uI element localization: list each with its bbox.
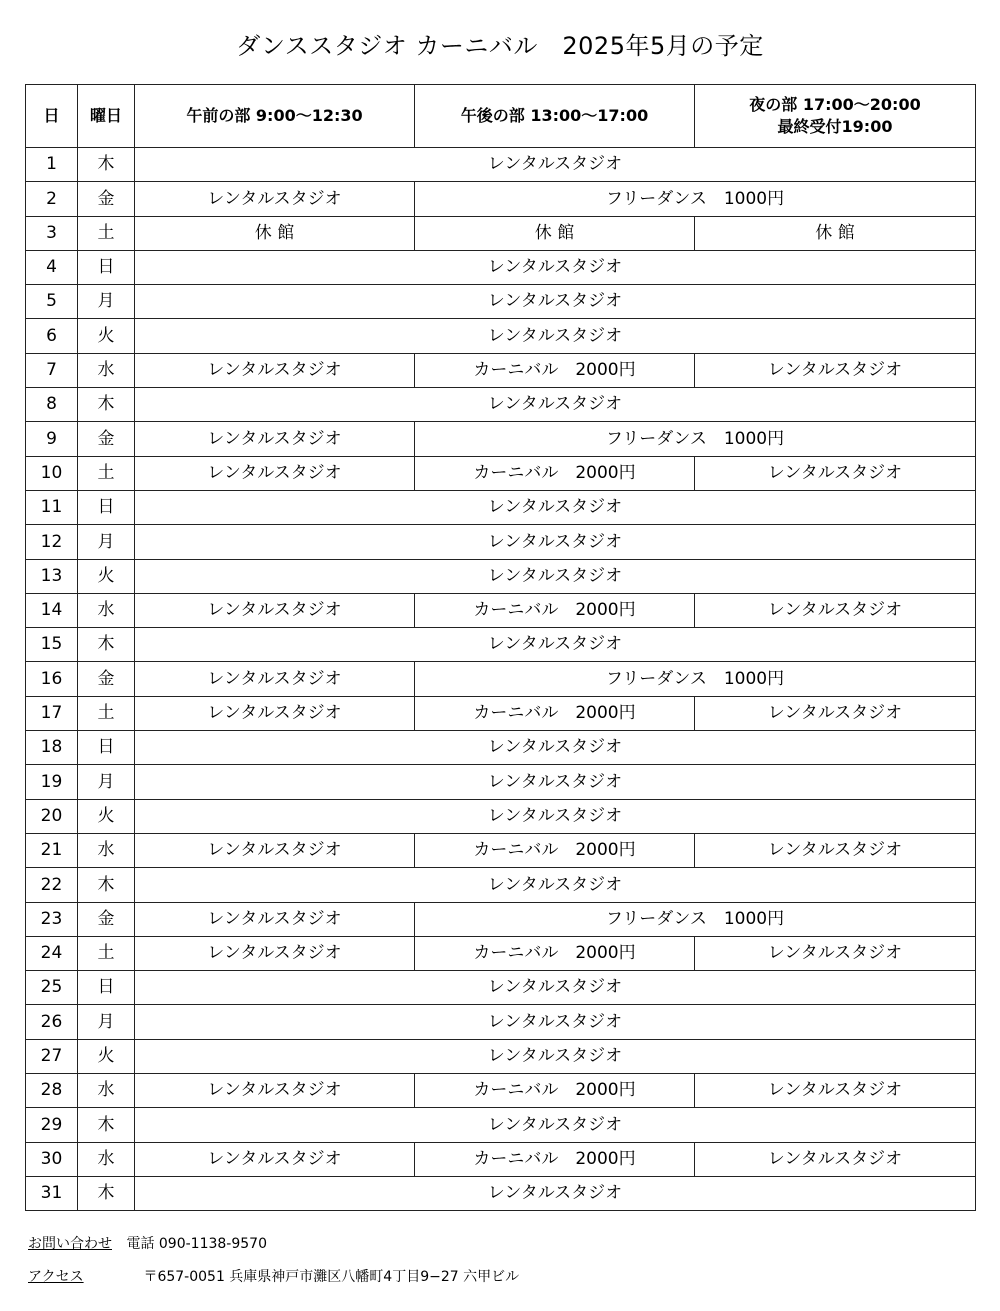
table-row: [26, 593, 976, 627]
day-cell: 22: [26, 868, 78, 902]
day-cell: 13: [26, 559, 78, 593]
schedule-cell: カーニバル 2000円: [415, 1142, 695, 1176]
weekday-cell: 木: [78, 1176, 135, 1210]
table-row: [26, 902, 976, 936]
weekday-cell: 木: [78, 628, 135, 662]
access-line: [28, 1266, 519, 1286]
day-cell: 17: [26, 696, 78, 730]
header-night-last-entry: 最終受付19:00: [777, 117, 893, 136]
table-row: [26, 936, 976, 970]
weekday-cell: 金: [78, 662, 135, 696]
day-cell: 14: [26, 593, 78, 627]
schedule-cell: レンタルスタジオ: [135, 353, 415, 387]
table-row: [26, 833, 976, 867]
weekday-cell: 日: [78, 490, 135, 524]
schedule-cell: レンタルスタジオ: [695, 1142, 976, 1176]
access-label: アクセス: [28, 1269, 84, 1285]
weekday-cell: 木: [78, 868, 135, 902]
schedule-cell: カーニバル 2000円: [415, 936, 695, 970]
weekday-cell: 月: [78, 1005, 135, 1039]
schedule-cell: レンタルスタジオ: [135, 799, 976, 833]
day-cell: 30: [26, 1142, 78, 1176]
header-row: [26, 85, 976, 148]
day-cell: 7: [26, 353, 78, 387]
day-cell: 1: [26, 148, 78, 182]
schedule-cell: レンタルスタジオ: [135, 250, 976, 284]
table-row: [26, 662, 976, 696]
weekday-cell: 火: [78, 319, 135, 353]
table-row: [26, 148, 976, 182]
schedule-cell: 休 館: [415, 216, 695, 250]
weekday-cell: 水: [78, 353, 135, 387]
table-row: [26, 971, 976, 1005]
table-row: [26, 868, 976, 902]
day-cell: 27: [26, 1039, 78, 1073]
schedule-cell: レンタルスタジオ: [135, 1142, 415, 1176]
table-row: [26, 182, 976, 216]
schedule-cell: 休 館: [135, 216, 415, 250]
day-cell: 31: [26, 1176, 78, 1210]
schedule-cell: レンタルスタジオ: [135, 525, 976, 559]
schedule-cell: レンタルスタジオ: [135, 182, 415, 216]
schedule-cell: レンタルスタジオ: [135, 902, 415, 936]
schedule-cell: レンタルスタジオ: [135, 971, 976, 1005]
weekday-cell: 土: [78, 696, 135, 730]
schedule-cell: レンタルスタジオ: [135, 765, 976, 799]
schedule-cell: レンタルスタジオ: [695, 1074, 976, 1108]
schedule-cell: レンタルスタジオ: [695, 833, 976, 867]
weekday-cell: 火: [78, 799, 135, 833]
schedule-cell: レンタルスタジオ: [135, 731, 976, 765]
schedule-cell: カーニバル 2000円: [415, 456, 695, 490]
table-row: [26, 731, 976, 765]
schedule-cell: レンタルスタジオ: [135, 868, 976, 902]
weekday-cell: 水: [78, 1142, 135, 1176]
table-row: [26, 216, 976, 250]
weekday-cell: 火: [78, 1039, 135, 1073]
table-row: [26, 1074, 976, 1108]
day-cell: 9: [26, 422, 78, 456]
table-row: [26, 250, 976, 284]
schedule-cell: レンタルスタジオ: [135, 285, 976, 319]
weekday-cell: 月: [78, 285, 135, 319]
weekday-cell: 金: [78, 182, 135, 216]
weekday-cell: 土: [78, 216, 135, 250]
header-day: 日: [26, 85, 78, 148]
schedule-cell: レンタルスタジオ: [695, 593, 976, 627]
schedule-cell: フリーダンス 1000円: [415, 662, 976, 696]
schedule-cell: レンタルスタジオ: [135, 1005, 976, 1039]
day-cell: 4: [26, 250, 78, 284]
schedule-cell: レンタルスタジオ: [135, 1074, 415, 1108]
schedule-cell: 休 館: [695, 216, 976, 250]
schedule-cell: レンタルスタジオ: [135, 936, 415, 970]
schedule-cell: カーニバル 2000円: [415, 1074, 695, 1108]
day-cell: 5: [26, 285, 78, 319]
table-row: [26, 799, 976, 833]
weekday-cell: 木: [78, 148, 135, 182]
weekday-cell: 月: [78, 525, 135, 559]
weekday-cell: 日: [78, 971, 135, 1005]
header-morning: 午前の部 9:00〜12:30: [135, 85, 415, 148]
schedule-cell: レンタルスタジオ: [135, 696, 415, 730]
schedule-cell: カーニバル 2000円: [415, 353, 695, 387]
schedule-cell: フリーダンス 1000円: [415, 422, 976, 456]
header-afternoon: 午後の部 13:00〜17:00: [415, 85, 695, 148]
weekday-cell: 金: [78, 902, 135, 936]
day-cell: 10: [26, 456, 78, 490]
schedule-cell: レンタルスタジオ: [135, 148, 976, 182]
weekday-cell: 日: [78, 731, 135, 765]
schedule-cell: カーニバル 2000円: [415, 696, 695, 730]
schedule-table: [25, 84, 976, 1211]
weekday-cell: 火: [78, 559, 135, 593]
day-cell: 20: [26, 799, 78, 833]
schedule-cell: レンタルスタジオ: [135, 559, 976, 593]
day-cell: 29: [26, 1108, 78, 1142]
weekday-cell: 木: [78, 388, 135, 422]
table-row: [26, 422, 976, 456]
table-row: [26, 1142, 976, 1176]
schedule-cell: フリーダンス 1000円: [415, 902, 976, 936]
table-row: [26, 696, 976, 730]
day-cell: 8: [26, 388, 78, 422]
table-row: [26, 1005, 976, 1039]
table-row: [26, 1176, 976, 1210]
weekday-cell: 日: [78, 250, 135, 284]
table-row: [26, 628, 976, 662]
contact-phone: 電話 090-1138-9570: [126, 1236, 267, 1252]
table-row: [26, 1108, 976, 1142]
table-row: [26, 456, 976, 490]
schedule-cell: レンタルスタジオ: [695, 936, 976, 970]
header-night-time: 夜の部 17:00〜20:00: [749, 95, 921, 115]
day-cell: 16: [26, 662, 78, 696]
schedule-cell: レンタルスタジオ: [695, 456, 976, 490]
schedule-cell: レンタルスタジオ: [135, 422, 415, 456]
day-cell: 3: [26, 216, 78, 250]
day-cell: 2: [26, 182, 78, 216]
day-cell: 25: [26, 971, 78, 1005]
schedule-cell: カーニバル 2000円: [415, 833, 695, 867]
schedule-cell: レンタルスタジオ: [135, 662, 415, 696]
schedule-cell: フリーダンス 1000円: [415, 182, 976, 216]
table-row: [26, 765, 976, 799]
contact-label: お問い合わせ: [28, 1236, 112, 1252]
weekday-cell: 金: [78, 422, 135, 456]
day-cell: 26: [26, 1005, 78, 1039]
schedule-cell: レンタルスタジオ: [135, 456, 415, 490]
page-title: ダンススタジオ カーニバル 2025年5月の予定: [236, 32, 764, 60]
schedule-cell: レンタルスタジオ: [135, 319, 976, 353]
weekday-cell: 土: [78, 456, 135, 490]
day-cell: 11: [26, 490, 78, 524]
schedule-cell: レンタルスタジオ: [135, 1039, 976, 1073]
schedule-cell: レンタルスタジオ: [135, 628, 976, 662]
weekday-cell: 土: [78, 936, 135, 970]
schedule-cell: レンタルスタジオ: [695, 353, 976, 387]
schedule-cell: レンタルスタジオ: [135, 490, 976, 524]
day-cell: 15: [26, 628, 78, 662]
day-cell: 19: [26, 765, 78, 799]
access-address: 〒657-0051 兵庫県神戸市灘区八幡町4丁目9−27 六甲ビル: [143, 1269, 520, 1285]
weekday-cell: 水: [78, 593, 135, 627]
schedule-cell: レンタルスタジオ: [135, 1176, 976, 1210]
contact-line: [28, 1233, 267, 1253]
day-cell: 21: [26, 833, 78, 867]
weekday-cell: 木: [78, 1108, 135, 1142]
day-cell: 28: [26, 1074, 78, 1108]
header-weekday: 曜日: [78, 85, 135, 148]
day-cell: 23: [26, 902, 78, 936]
schedule-body: [26, 148, 976, 1211]
table-row: [26, 525, 976, 559]
table-row: [26, 559, 976, 593]
table-row: [26, 490, 976, 524]
schedule-cell: レンタルスタジオ: [135, 593, 415, 627]
day-cell: 24: [26, 936, 78, 970]
schedule-cell: レンタルスタジオ: [135, 388, 976, 422]
day-cell: 6: [26, 319, 78, 353]
weekday-cell: 水: [78, 833, 135, 867]
schedule-cell: レンタルスタジオ: [695, 696, 976, 730]
day-cell: 12: [26, 525, 78, 559]
schedule-cell: レンタルスタジオ: [135, 833, 415, 867]
table-row: [26, 319, 976, 353]
table-row: [26, 285, 976, 319]
table-row: [26, 353, 976, 387]
day-cell: 18: [26, 731, 78, 765]
table-row: [26, 1039, 976, 1073]
table-row: [26, 388, 976, 422]
header-night: [695, 85, 976, 148]
schedule-cell: カーニバル 2000円: [415, 593, 695, 627]
weekday-cell: 水: [78, 1074, 135, 1108]
weekday-cell: 月: [78, 765, 135, 799]
schedule-cell: レンタルスタジオ: [135, 1108, 976, 1142]
